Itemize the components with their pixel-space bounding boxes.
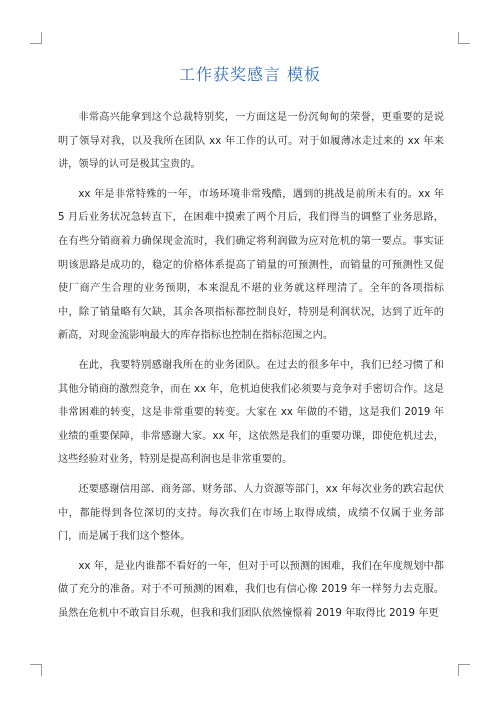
paragraph-3: 在此，我要特别感谢我所在的业务团队。在过去的很多年中，我们已经习惯了和其他分销商的激烈竞争，而在 xx 年，危机迫使我们必须要与竞争对手密切合作。这是非常困难的转变，这是非常重要的转变。大家在 xx 年做的不错，这是我们 2019 年业绩的重要保障，非常感谢大家。xx 年，这依然是我们的重要功课，即使危机过去，这些经验对业务，特别是提高利润也是非常重要的。 (58, 359, 444, 466)
paragraph-4: 还要感谢信用部、商务部、财务部、人力资源等部门，xx 年每次业务的跌宕起伏中，都能得到各位深切的支持。每次我们在市场上取得成绩，成绩不仅属于业务部门，而是属于我们这个整体。 (58, 483, 444, 543)
paragraph-1: 非常高兴能拿到这个总裁特别奖，一方面这是一份沉甸甸的荣誉，更重要的是说明了领导对我，以及我所在团队 xx 年工作的认可。对于如履薄冰走过来的 xx 年来讲，领导的认可是极其宝贵的。 (58, 112, 444, 171)
paragraph-5: xx 年，是业内谁都不看好的一年，但对于可以预测的困难，我们在年度规划中都做了充分的准备。对于不可预测的困难，我们也有信心像 2019 年一样努力去克服。虽然在危机中不敢盲目乐观，但我和我们团队依然憧憬着 2019 年取得比 2019 年更 (58, 560, 444, 619)
paragraph-2: xx 年是非常特殊的一年，市场环境非常残酷，遇到的挑战是前所未有的。xx 年 5 月后业务状况急转直下，在困难中摸索了两个月后，我们得当的调整了业务思路，在有些分销商着力确保现金流时，我们确定将利润做为应对危机的第一要点。事实证明该思路是成功的，稳定的价格体系提高了销量的可预测性，而销量的可预测性又促使厂商产生合理的业务预期，本来混乱不堪的业务就这样理清了。全年的各项指标中，除了销量略有欠缺，其余各项指标都控制良好，特别是利润状况，达到了近年的新高，对现金流影响最大的库存指标也控制在指标范围之内。 (58, 188, 444, 342)
document-body (58, 106, 444, 631)
crop-mark-top-left (30, 32, 42, 44)
crop-mark-bottom-right (458, 664, 470, 676)
document-title: 工作获奖感言 模板 (178, 65, 322, 84)
crop-mark-top-right (458, 32, 470, 44)
crop-mark-bottom-left (30, 664, 42, 676)
